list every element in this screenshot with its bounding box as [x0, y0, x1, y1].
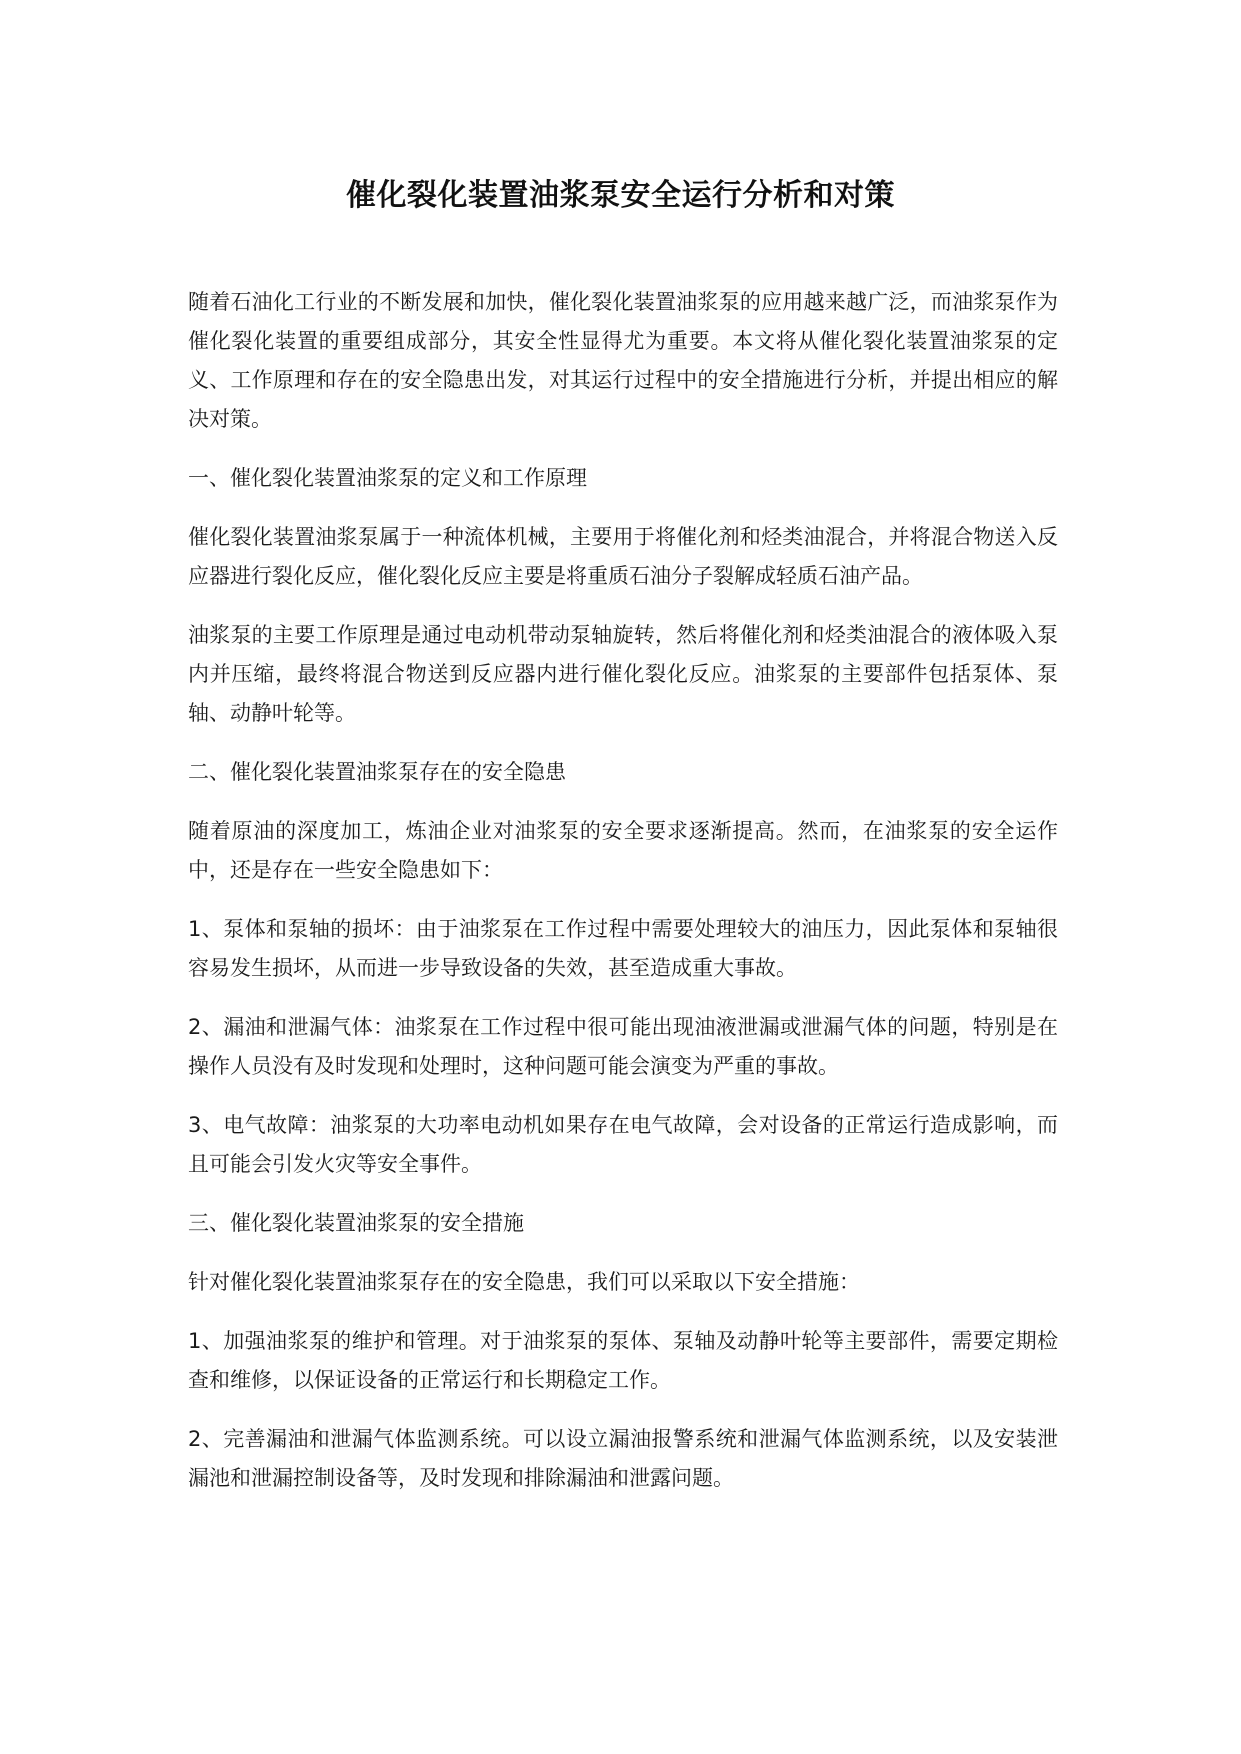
section-1-heading: 一、催化裂化装置油浆泵的定义和工作原理	[188, 466, 587, 490]
section-2-item-2: 2、漏油和泄漏气体：油浆泵在工作过程中很可能出现油液泄漏或泄漏气体的问题，特别是在操作人员没有及时发现和处理时，这种问题可能会演变为严重的事故。	[188, 1015, 1058, 1078]
section-2-item-1: 1、泵体和泵轴的损坏：由于油浆泵在工作过程中需要处理较大的油压力，因此泵体和泵轴很容易发生损坏，从而进一步导致设备的失效，甚至造成重大事故。	[188, 917, 1058, 980]
section-2-paragraph-1: 随着原油的深度加工，炼油企业对油浆泵的安全要求逐渐提高。然而，在油浆泵的安全运作中，还是存在一些安全隐患如下：	[188, 819, 1058, 882]
section-2-item-3: 3、电气故障：油浆泵的大功率电动机如果存在电气故障，会对设备的正常运行造成影响，而且可能会引发火灾等安全事件。	[188, 1113, 1058, 1176]
section-2-heading: 二、催化裂化装置油浆泵存在的安全隐患	[188, 760, 566, 784]
document-body	[188, 283, 1058, 1518]
section-3-item-1: 1、加强油浆泵的维护和管理。对于油浆泵的泵体、泵轴及动静叶轮等主要部件，需要定期检查和维修，以保证设备的正常运行和长期稳定工作。	[188, 1329, 1058, 1392]
section-3-heading: 三、催化裂化装置油浆泵的安全措施	[188, 1211, 524, 1235]
document-title: 催化裂化装置油浆泵安全运行分析和对策	[346, 178, 895, 213]
section-1-paragraph-2: 油浆泵的主要工作原理是通过电动机带动泵轴旋转，然后将催化剂和烃类油混合的液体吸入泵内并压缩，最终将混合物送到反应器内进行催化裂化反应。油浆泵的主要部件包括泵体、泵轴、动静叶轮等。	[188, 623, 1058, 725]
intro-paragraph: 随着石油化工行业的不断发展和加快，催化裂化装置油浆泵的应用越来越广泛，而油浆泵作为催化裂化装置的重要组成部分，其安全性显得尤为重要。本文将从催化裂化装置油浆泵的定义、工作原理和存在的安全隐患出发，对其运行过程中的安全措施进行分析，并提出相应的解决对策。	[188, 290, 1058, 431]
section-3-item-2: 2、完善漏油和泄漏气体监测系统。可以设立漏油报警系统和泄漏气体监测系统，以及安装泄漏池和泄漏控制设备等，及时发现和排除漏油和泄露问题。	[188, 1427, 1058, 1490]
section-3-paragraph-1: 针对催化裂化装置油浆泵存在的安全隐患，我们可以采取以下安全措施：	[188, 1270, 860, 1294]
section-1-paragraph-1: 催化裂化装置油浆泵属于一种流体机械，主要用于将催化剂和烃类油混合，并将混合物送入反应器进行裂化反应，催化裂化反应主要是将重质石油分子裂解成轻质石油产品。	[188, 525, 1058, 588]
